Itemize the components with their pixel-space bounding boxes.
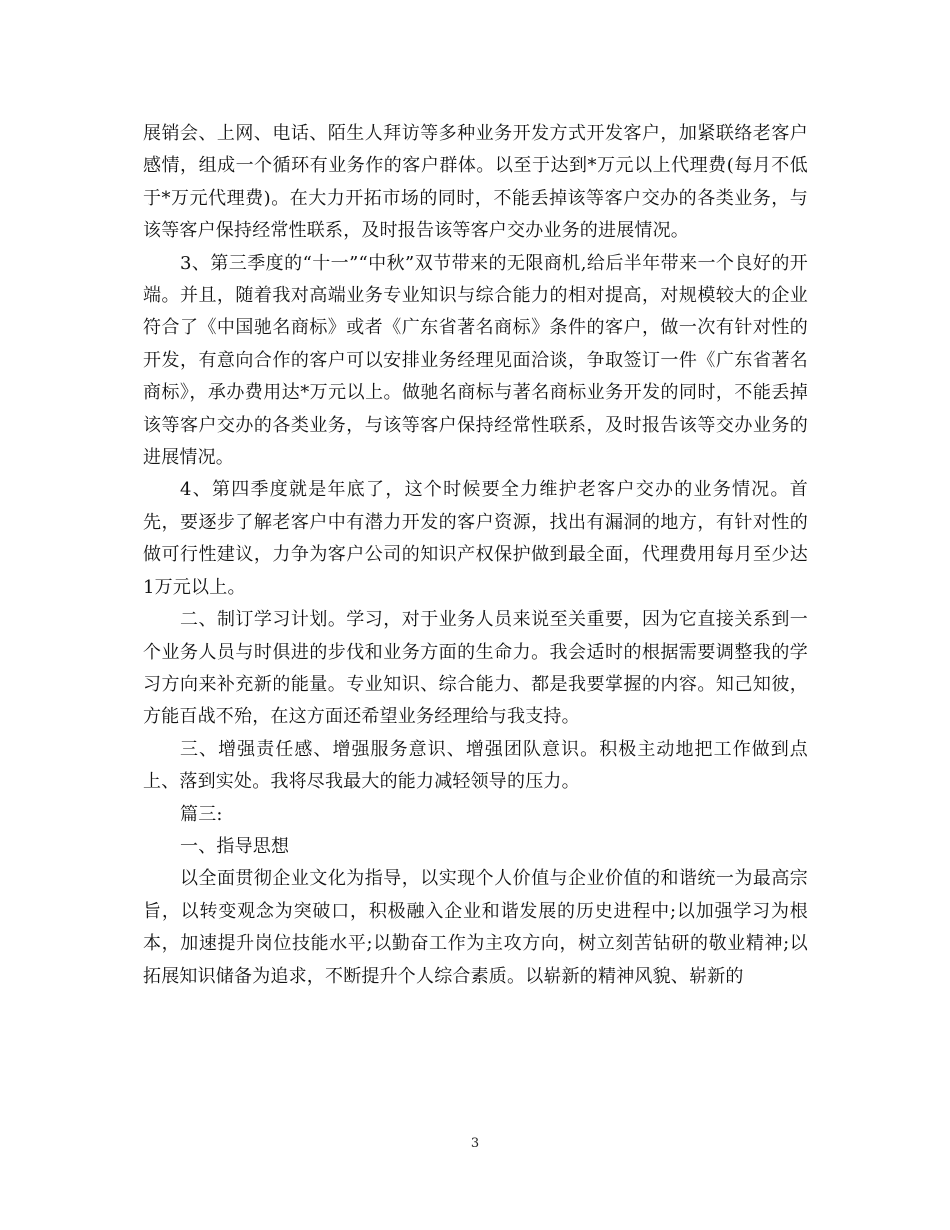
paragraph-8: 以全面贯彻企业文化为指导，以实现个人价值与企业价值的和谐统一为最高宗旨，以转变观念为突破口，积极融入企业和谐发展的历史进程中;以加强学习为根本，加速提升岗位技能水平;以勤奋工作为主攻方向，树立刻苦钻研的敬业精神;以拓展知识储备为追求，不断提升个人综合素质。以崭新的精神风貌、崭新的 bbox=[143, 868, 808, 987]
paragraph-4: 二、制订学习计划。学习，对于业务人员来说至关重要，因为它直接关系到一个业务人员与时俱进的步伐和业务方面的生命力。我会适时的根据需要调整我的学习方向来补充新的能量。专业知识、综合能力、都是我要掌握的内容。知己知彼，方能百战不殆，在这方面还希望业务经理给与我支持。 bbox=[143, 609, 808, 728]
section-heading-3: 篇三: bbox=[180, 803, 223, 825]
page-number: 3 bbox=[470, 1136, 480, 1151]
paragraph-5: 三、增强责任感、增强服务意识、增强团队意识。积极主动地把工作做到点上、落到实处。我将尽我最大的能力减轻领导的压力。 bbox=[143, 738, 808, 793]
document-body bbox=[143, 118, 808, 993]
paragraph-3: 4、第四季度就是年底了，这个时候要全力维护老客户交办的业务情况。首先，要逐步了解老客户中有潜力开发的客户资源，找出有漏洞的地方，有针对性的做可行性建议，力争为客户公司的知识产权保护做到最全面，代理费用每月至少达1万元以上。 bbox=[143, 479, 808, 598]
subheading-guiding-thought: 一、指导思想 bbox=[180, 835, 290, 857]
paragraph-1: 展销会、上网、电话、陌生人拜访等多种业务开发方式开发客户，加紧联络老客户感情，组成一个循环有业务作的客户群体。以至于达到*万元以上代理费(每月不低于*万元代理费)。在大力开拓市场的同时，不能丢掉该等客户交办的各类业务，与该等客户保持经常性联系，及时报告该等客户交办业务的进展情况。 bbox=[143, 123, 808, 242]
paragraph-2: 3、第三季度的“十一”“中秋”双节带来的无限商机,给后半年带来一个良好的开端。并且，随着我对高端业务专业知识与综合能力的相对提高，对规模较大的企业符合了《中国驰名商标》或者《广东省著名商标》条件的客户，做一次有针对性的开发，有意向合作的客户可以安排业务经理见面洽谈，争取签订一件《广东省著名商标》，承办费用达*万元以上。做驰名商标与著名商标业务开发的同时，不能丢掉该等客户交办的各类业务，与该等客户保持经常性联系，及时报告该等交办业务的进展情况。 bbox=[143, 252, 808, 469]
